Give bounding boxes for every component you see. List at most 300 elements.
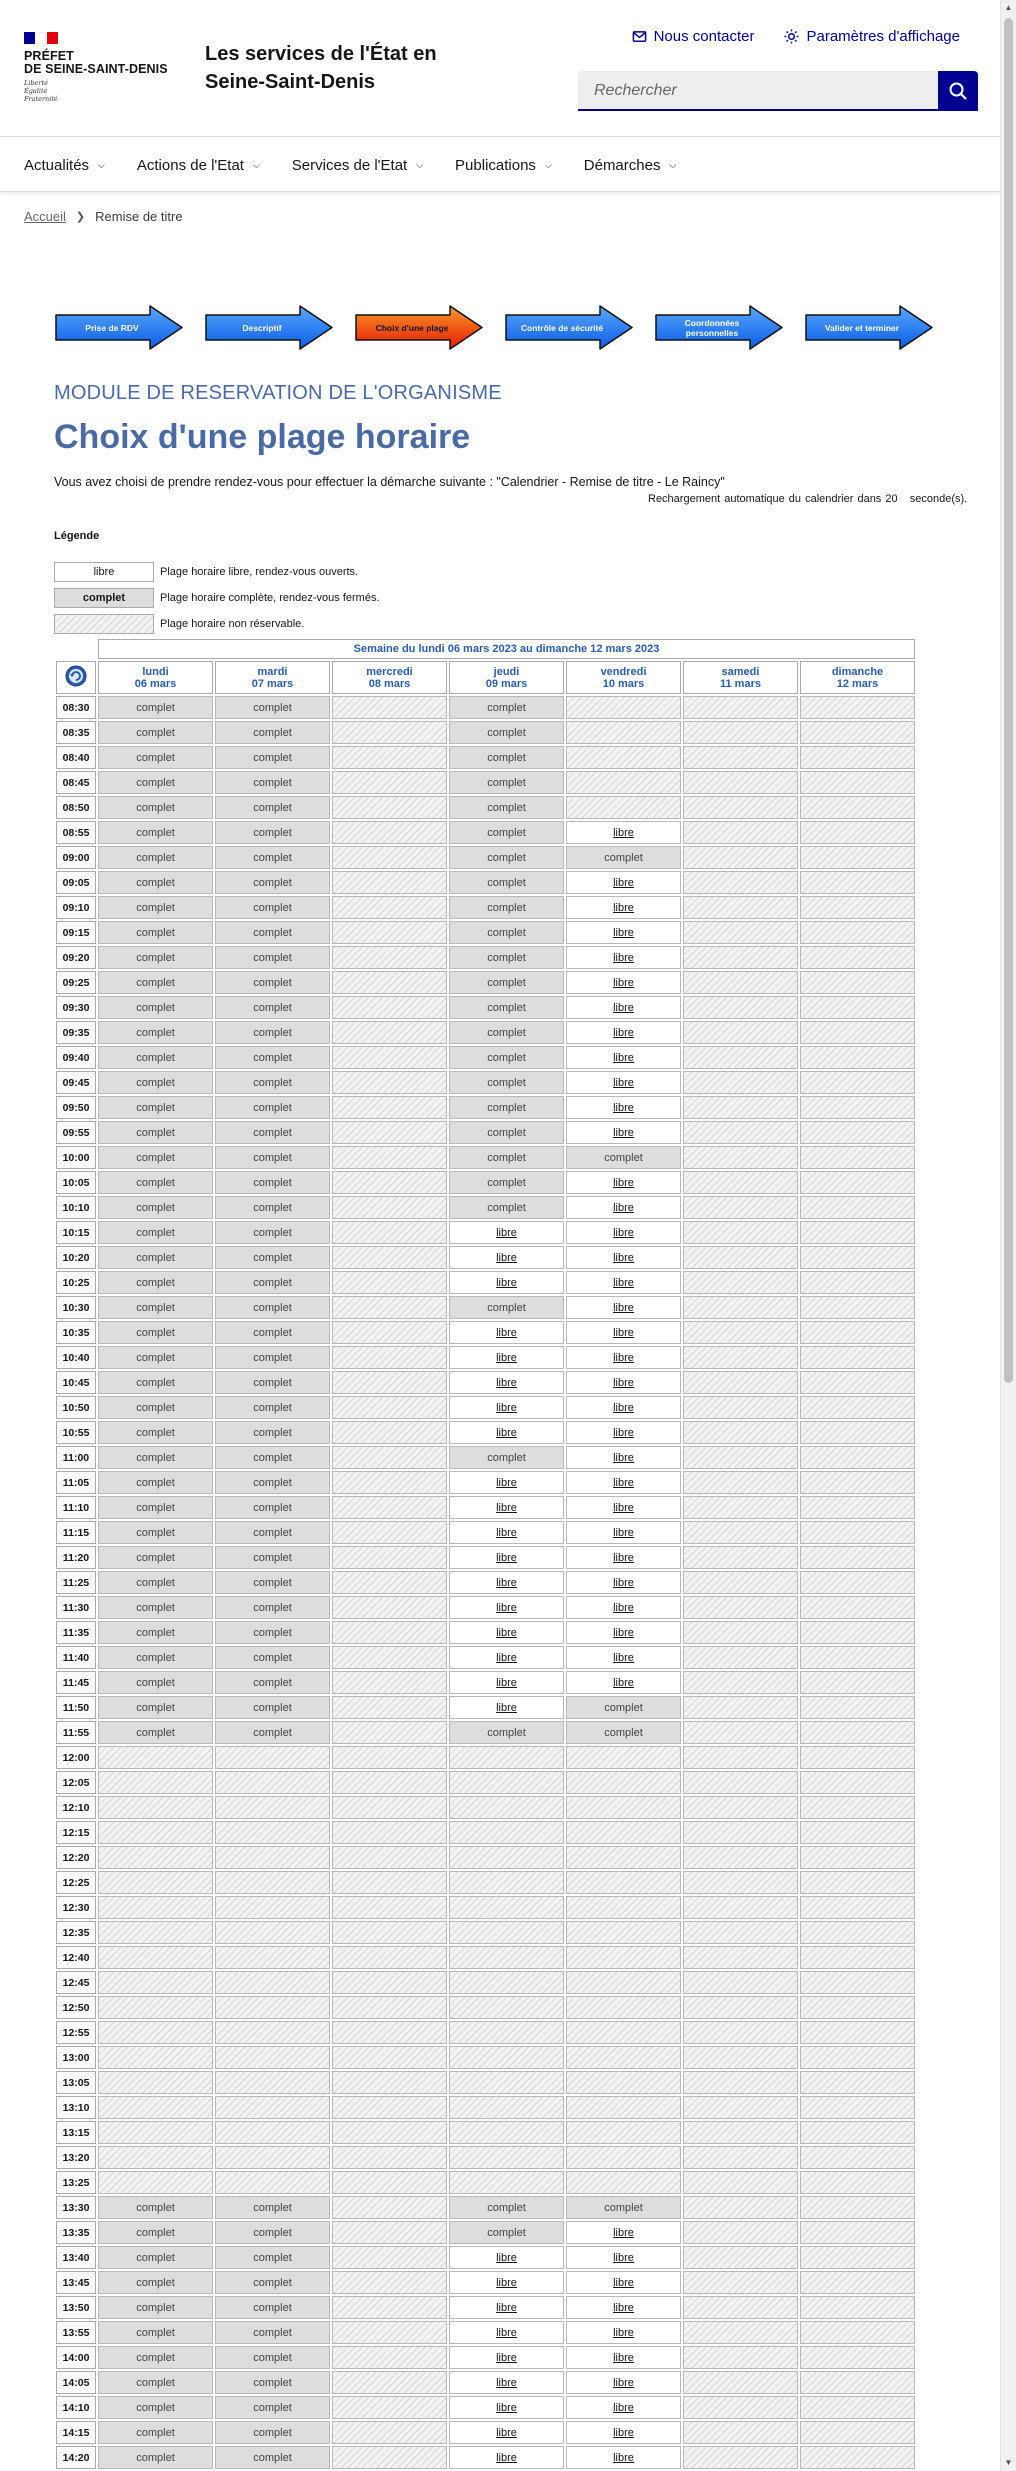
slot-unavailable: [332, 1196, 447, 1219]
slot-libre-link[interactable]: libre: [566, 1396, 681, 1419]
slot-unavailable: [332, 1171, 447, 1194]
slot-time: 13:35: [56, 2221, 96, 2244]
slot-complet: complet: [98, 1621, 213, 1644]
time-slot-row: [56, 1321, 915, 1344]
slot-unavailable: [800, 871, 915, 894]
slot-libre-link[interactable]: libre: [449, 1571, 564, 1594]
slot-libre-link[interactable]: libre: [566, 1671, 681, 1694]
day-date: 06 mars: [134, 677, 177, 690]
booking-calendar: [54, 637, 917, 2471]
nav-item-publications[interactable]: [455, 137, 552, 193]
slot-complet: complet: [98, 1046, 213, 1069]
scroll-up-icon[interactable]: ▲: [1004, 3, 1013, 12]
slot-complet: complet: [98, 1321, 213, 1344]
slot-libre-link[interactable]: libre: [449, 2346, 564, 2369]
slot-unavailable: [332, 1096, 447, 1119]
slot-unavailable: [215, 1921, 330, 1944]
slot-libre-link[interactable]: libre: [566, 2346, 681, 2369]
time-slot-row: [56, 1196, 915, 1219]
slot-time: 12:10: [56, 1796, 96, 1819]
slot-libre-link[interactable]: libre: [566, 2296, 681, 2319]
slot-libre-link[interactable]: libre: [566, 1646, 681, 1669]
slot-unavailable: [449, 1821, 564, 1844]
slot-libre-link[interactable]: libre: [449, 1671, 564, 1694]
slot-unavailable: [332, 1271, 447, 1294]
main-nav: [0, 136, 1000, 192]
time-slot-row: [56, 1921, 915, 1944]
slot-libre-link[interactable]: libre: [566, 2371, 681, 2394]
slot-libre-link[interactable]: libre: [566, 1496, 681, 1519]
time-slot-row: [56, 1146, 915, 1169]
slot-complet: complet: [98, 1596, 213, 1619]
slot-time: 08:35: [56, 721, 96, 744]
slot-time: 08:30: [56, 696, 96, 719]
prefecture-logo[interactable]: [24, 32, 174, 103]
slot-unavailable: [215, 1996, 330, 2019]
slot-unavailable: [332, 1796, 447, 1819]
slot-libre-link[interactable]: libre: [566, 1471, 681, 1494]
slot-time: 11:25: [56, 1571, 96, 1594]
slot-libre-link[interactable]: libre: [566, 1346, 681, 1369]
time-slot-row: [56, 1221, 915, 1244]
slot-unavailable: [800, 1471, 915, 1494]
slot-unavailable: [800, 1396, 915, 1419]
page-scrollbar[interactable]: [1000, 0, 1016, 2471]
devise-liberte: Liberté: [24, 79, 48, 87]
refresh-button[interactable]: [56, 661, 96, 694]
slot-unavailable: [683, 1771, 798, 1794]
slot-libre-link[interactable]: libre: [449, 1321, 564, 1344]
time-slot-row: [56, 1021, 915, 1044]
time-slot-row: [56, 971, 915, 994]
slot-time: 13:15: [56, 2121, 96, 2144]
slot-complet: complet: [215, 1021, 330, 1044]
slot-unavailable: [332, 2146, 447, 2169]
time-slot-row: [56, 2396, 915, 2419]
slot-unavailable: [683, 1196, 798, 1219]
slot-complet: complet: [98, 921, 213, 944]
prefecture-name: [24, 50, 174, 76]
slot-unavailable: [683, 1521, 798, 1544]
day-name: jeudi: [493, 665, 520, 678]
search-input[interactable]: Rechercher: [578, 71, 938, 111]
time-slot-row: [56, 1396, 915, 1419]
chevron-down-icon: ⌵: [416, 159, 424, 170]
slot-libre-link[interactable]: libre: [566, 1446, 681, 1469]
slot-unavailable: [800, 1321, 915, 1344]
slot-libre-link[interactable]: libre: [566, 1271, 681, 1294]
slot-complet: complet: [566, 846, 681, 869]
slot-complet: complet: [449, 746, 564, 769]
slot-complet: complet: [566, 1721, 681, 1744]
slot-unavailable: [683, 1371, 798, 1394]
slot-libre-link[interactable]: libre: [449, 1271, 564, 1294]
slot-time: 09:20: [56, 946, 96, 969]
slot-libre-link[interactable]: libre: [566, 871, 681, 894]
slot-unavailable: [800, 2096, 915, 2119]
slot-unavailable: [566, 771, 681, 794]
search-button[interactable]: [938, 71, 978, 111]
slot-unavailable: [800, 971, 915, 994]
slot-complet: complet: [215, 1646, 330, 1669]
time-slot-row: [56, 1371, 915, 1394]
slot-libre-link[interactable]: libre: [566, 1571, 681, 1594]
slot-unavailable: [800, 2296, 915, 2319]
slot-complet: complet: [215, 1621, 330, 1644]
slot-libre-link[interactable]: libre: [449, 1646, 564, 1669]
slot-complet: complet: [449, 1196, 564, 1219]
nav-label: Actions de l'Etat: [136, 156, 244, 174]
step-label: Descriptif: [242, 322, 282, 333]
time-slot-row: [56, 1296, 915, 1319]
slot-complet: complet: [98, 1246, 213, 1269]
nav-item-actualites[interactable]: [24, 137, 105, 193]
time-slot-row: [56, 1971, 915, 1994]
slot-libre-link[interactable]: libre: [449, 2396, 564, 2419]
slot-complet: complet: [215, 1371, 330, 1394]
slot-complet: complet: [215, 1296, 330, 1319]
slot-libre-link[interactable]: libre: [566, 2396, 681, 2419]
slot-unavailable: [332, 1621, 447, 1644]
slot-complet: complet: [215, 996, 330, 1019]
slot-libre-link[interactable]: libre: [566, 1546, 681, 1569]
slot-unavailable: [800, 2121, 915, 2144]
slot-libre-link[interactable]: libre: [449, 1421, 564, 1444]
slot-unavailable: [332, 946, 447, 969]
day-header: [566, 661, 681, 694]
slot-complet: complet: [449, 946, 564, 969]
flag-red: [47, 32, 58, 44]
day-name: vendredi: [600, 665, 647, 678]
slot-unavailable: [332, 1546, 447, 1569]
slot-libre-link[interactable]: libre: [566, 1371, 681, 1394]
chevron-down-icon: ⌵: [252, 159, 260, 170]
slot-libre-link[interactable]: libre: [566, 2321, 681, 2344]
slot-libre-link[interactable]: libre: [449, 1496, 564, 1519]
slot-libre-link[interactable]: libre: [566, 1071, 681, 1094]
slot-complet: complet: [215, 2346, 330, 2369]
scrollbar-thumb[interactable]: [1004, 18, 1013, 1383]
slot-complet: complet: [215, 921, 330, 944]
time-slot-row: [56, 721, 915, 744]
slot-libre-link[interactable]: libre: [566, 2446, 681, 2469]
slot-time: 09:10: [56, 896, 96, 919]
slot-complet: complet: [98, 1696, 213, 1719]
slot-libre-link[interactable]: libre: [449, 1621, 564, 1644]
slot-unavailable: [800, 1871, 915, 1894]
step-label: Prise de RDV: [85, 322, 139, 333]
slot-complet: complet: [98, 1221, 213, 1244]
slot-complet: complet: [98, 2246, 213, 2269]
slot-unavailable: [800, 1296, 915, 1319]
slot-unavailable: [800, 2196, 915, 2219]
time-slot-row: [56, 696, 915, 719]
devise-fraternite: Fraternité: [24, 95, 58, 103]
slot-unavailable: [332, 1746, 447, 1769]
slot-unavailable: [800, 1596, 915, 1619]
slot-complet: complet: [215, 846, 330, 869]
slot-libre-link[interactable]: libre: [566, 1421, 681, 1444]
slot-libre-link[interactable]: libre: [566, 2246, 681, 2269]
slot-unavailable: [683, 1946, 798, 1969]
slot-time: 10:25: [56, 1271, 96, 1294]
slot-libre-link[interactable]: libre: [566, 896, 681, 919]
slot-unavailable: [449, 1996, 564, 2019]
slot-unavailable: [683, 1871, 798, 1894]
slot-libre-link[interactable]: libre: [566, 1171, 681, 1194]
slot-libre-link[interactable]: libre: [566, 1121, 681, 1144]
week-row: [56, 639, 915, 659]
slot-complet: complet: [98, 1296, 213, 1319]
slot-unavailable: [332, 1896, 447, 1919]
slot-complet: complet: [98, 896, 213, 919]
slot-time: 12:40: [56, 1946, 96, 1969]
slot-unavailable: [683, 1896, 798, 1919]
slot-unavailable: [449, 2121, 564, 2144]
slot-time: 14:10: [56, 2396, 96, 2419]
slot-time: 12:20: [56, 1846, 96, 1869]
slot-unavailable: [332, 2271, 447, 2294]
display-settings-button[interactable]: [784, 28, 960, 45]
slot-time: 09:50: [56, 1096, 96, 1119]
slot-complet: complet: [215, 771, 330, 794]
slot-libre-link[interactable]: libre: [449, 1546, 564, 1569]
slot-libre-link[interactable]: libre: [566, 946, 681, 969]
slot-unavailable: [683, 1146, 798, 1169]
slot-libre-link[interactable]: libre: [566, 921, 681, 944]
slot-unavailable: [683, 2246, 798, 2269]
slot-unavailable: [332, 2096, 447, 2119]
slot-libre-link[interactable]: libre: [449, 1371, 564, 1394]
slot-complet: complet: [215, 1221, 330, 1244]
slot-unavailable: [683, 2396, 798, 2419]
slot-libre-link[interactable]: libre: [566, 1021, 681, 1044]
slot-time: 14:00: [56, 2346, 96, 2369]
slot-libre-link[interactable]: libre: [566, 1046, 681, 1069]
slot-time: 10:30: [56, 1296, 96, 1319]
slot-unavailable: [800, 1921, 915, 1944]
slot-libre-link[interactable]: libre: [449, 1221, 564, 1244]
slot-complet: complet: [98, 1671, 213, 1694]
slot-unavailable: [332, 1221, 447, 1244]
slot-time: 13:55: [56, 2321, 96, 2344]
legend-free: [54, 562, 358, 582]
slot-libre-link[interactable]: libre: [449, 1521, 564, 1544]
slot-complet: complet: [215, 1421, 330, 1444]
slot-unavailable: [215, 1946, 330, 1969]
slot-unavailable: [332, 871, 447, 894]
slot-complet: complet: [98, 1396, 213, 1419]
time-slot-row: [56, 1721, 915, 1744]
slot-unavailable: [800, 1621, 915, 1644]
slot-complet: complet: [98, 1421, 213, 1444]
slot-unavailable: [800, 2021, 915, 2044]
slot-time: 13:25: [56, 2171, 96, 2194]
slot-time: 10:10: [56, 1196, 96, 1219]
slot-complet: complet: [449, 1071, 564, 1094]
slot-libre-link[interactable]: libre: [449, 2296, 564, 2319]
slot-unavailable: [800, 2171, 915, 2194]
slot-unavailable: [683, 2071, 798, 2094]
slot-unavailable: [683, 1621, 798, 1644]
slot-unavailable: [683, 1746, 798, 1769]
slot-libre-link[interactable]: libre: [449, 1246, 564, 1269]
slot-time: 09:25: [56, 971, 96, 994]
slot-unavailable: [332, 1346, 447, 1369]
slot-unavailable: [215, 2121, 330, 2144]
slot-libre-link[interactable]: libre: [449, 1696, 564, 1719]
contact-link[interactable]: [632, 28, 755, 45]
slot-libre-link[interactable]: libre: [566, 1096, 681, 1119]
slot-libre-link[interactable]: libre: [449, 1396, 564, 1419]
slot-complet: complet: [215, 1471, 330, 1494]
service-title[interactable]: Les services de l'État en Seine-Saint-Denis: [205, 43, 437, 93]
slot-libre-link[interactable]: libre: [449, 1471, 564, 1494]
slot-unavailable: [449, 2021, 564, 2044]
slot-libre-link[interactable]: libre: [449, 2421, 564, 2444]
slot-unavailable: [449, 2171, 564, 2194]
slot-complet: complet: [98, 1121, 213, 1144]
chevron-down-icon: ⌵: [669, 159, 677, 170]
slot-complet: complet: [215, 1271, 330, 1294]
slot-libre-link[interactable]: libre: [449, 1346, 564, 1369]
slot-unavailable: [800, 996, 915, 1019]
slot-complet: complet: [98, 1521, 213, 1544]
time-slot-row: [56, 2446, 915, 2469]
slot-libre-link[interactable]: libre: [566, 1321, 681, 1344]
slot-libre-link[interactable]: libre: [449, 2271, 564, 2294]
slot-unavailable: [683, 721, 798, 744]
slot-libre-link[interactable]: libre: [449, 2246, 564, 2269]
slot-unavailable: [800, 1696, 915, 1719]
slot-libre-link[interactable]: libre: [566, 1196, 681, 1219]
slot-complet: complet: [215, 1046, 330, 1069]
slot-unavailable: [683, 1696, 798, 1719]
slot-complet: complet: [215, 871, 330, 894]
slot-libre-link[interactable]: libre: [449, 2321, 564, 2344]
slot-unavailable: [449, 2071, 564, 2094]
slot-complet: complet: [566, 1146, 681, 1169]
breadcrumb-home[interactable]: Accueil: [24, 209, 66, 224]
slot-libre-link[interactable]: libre: [566, 1296, 681, 1319]
slot-complet: complet: [215, 1671, 330, 1694]
slot-unavailable: [683, 1071, 798, 1094]
slot-libre-link[interactable]: libre: [566, 1521, 681, 1544]
slot-complet: complet: [449, 821, 564, 844]
slot-libre-link[interactable]: libre: [566, 2221, 681, 2244]
slot-unavailable: [332, 2346, 447, 2369]
slot-unavailable: [683, 1721, 798, 1744]
slot-unavailable: [683, 2446, 798, 2469]
slot-unavailable: [566, 746, 681, 769]
slot-libre-link[interactable]: libre: [449, 2446, 564, 2469]
slot-unavailable: [683, 1271, 798, 1294]
slot-time: 09:40: [56, 1046, 96, 1069]
slot-libre-link[interactable]: libre: [566, 821, 681, 844]
slot-time: 11:40: [56, 1646, 96, 1669]
slot-unavailable: [566, 1996, 681, 2019]
slot-unavailable: [683, 1496, 798, 1519]
slot-complet: complet: [215, 2371, 330, 2394]
slot-time: 13:50: [56, 2296, 96, 2319]
slot-time: 10:35: [56, 1321, 96, 1344]
slot-unavailable: [566, 1821, 681, 1844]
slot-unavailable: [800, 2346, 915, 2369]
slot-complet: complet: [98, 1271, 213, 1294]
slot-unavailable: [683, 1846, 798, 1869]
display-settings-label: Paramètres d'affichage: [806, 28, 960, 45]
slot-unavailable: [800, 1771, 915, 1794]
slot-complet: complet: [98, 846, 213, 869]
nav-item-services[interactable]: [292, 137, 423, 193]
slot-time: 08:40: [56, 746, 96, 769]
day-header: [98, 661, 213, 694]
slot-time: 12:55: [56, 2021, 96, 2044]
slot-unavailable: [683, 821, 798, 844]
slot-unavailable: [566, 2046, 681, 2069]
slot-unavailable: [332, 896, 447, 919]
time-slot-row: [56, 1696, 915, 1719]
legend-box-unavailable: [54, 614, 154, 634]
slot-time: 13:00: [56, 2046, 96, 2069]
slot-unavailable: [566, 696, 681, 719]
time-slot-row: [56, 1771, 915, 1794]
slot-time: 13:05: [56, 2071, 96, 2094]
slot-unavailable: [800, 2071, 915, 2094]
slot-unavailable: [566, 1896, 681, 1919]
slot-complet: complet: [98, 946, 213, 969]
slot-complet: complet: [449, 796, 564, 819]
slot-unavailable: [449, 2096, 564, 2119]
slot-libre-link[interactable]: libre: [566, 2271, 681, 2294]
slot-libre-link[interactable]: libre: [566, 1246, 681, 1269]
slot-libre-link[interactable]: libre: [566, 1221, 681, 1244]
devise-egalite: Égalité: [24, 87, 48, 95]
slot-complet: complet: [449, 871, 564, 894]
slot-complet: complet: [449, 971, 564, 994]
time-slot-row: [56, 1996, 915, 2019]
slot-unavailable: [332, 2171, 447, 2194]
scroll-down-icon[interactable]: ▼: [1004, 2458, 1013, 2467]
slot-libre-link[interactable]: libre: [566, 996, 681, 1019]
slot-time: 09:35: [56, 1021, 96, 1044]
slot-time: 12:25: [56, 1871, 96, 1894]
slot-unavailable: [683, 1596, 798, 1619]
slot-unavailable: [800, 1996, 915, 2019]
time-slot-row: [56, 1121, 915, 1144]
slot-complet: complet: [449, 1296, 564, 1319]
slot-libre-link[interactable]: libre: [449, 2371, 564, 2394]
slot-libre-link[interactable]: libre: [566, 971, 681, 994]
slot-libre-link[interactable]: libre: [566, 1621, 681, 1644]
slot-time: 12:45: [56, 1971, 96, 1994]
slot-libre-link[interactable]: libre: [566, 2421, 681, 2444]
nav-item-actions[interactable]: [137, 137, 260, 193]
slot-unavailable: [215, 1871, 330, 1894]
slot-unavailable: [800, 1746, 915, 1769]
calendar-body: [56, 696, 915, 2469]
time-slot-row: [56, 1871, 915, 1894]
slot-libre-link[interactable]: libre: [449, 1596, 564, 1619]
time-slot-row: [56, 2346, 915, 2369]
slot-libre-link[interactable]: libre: [566, 1596, 681, 1619]
nav-label: Publications: [455, 156, 536, 174]
slot-unavailable: [449, 1946, 564, 1969]
nav-item-demarches[interactable]: [584, 137, 677, 193]
slot-unavailable: [332, 1071, 447, 1094]
slot-unavailable: [332, 796, 447, 819]
slot-unavailable: [566, 1846, 681, 1869]
